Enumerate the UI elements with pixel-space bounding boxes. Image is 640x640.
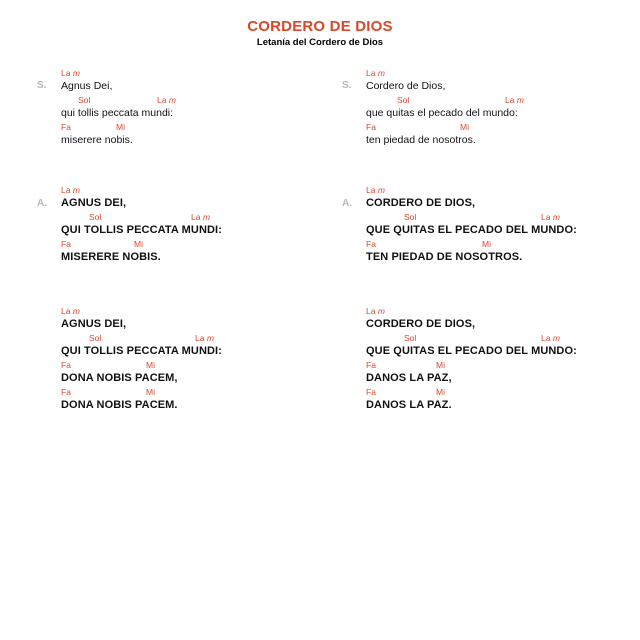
chord-fa: Fa [366, 122, 376, 132]
chord-line [366, 95, 524, 106]
chord-la-m: La m [191, 212, 210, 222]
chord-line [61, 95, 176, 106]
chord-line [61, 387, 222, 398]
chord-line [61, 239, 222, 250]
chord-la-m: La m [157, 95, 176, 105]
lyric-line: que quitas el pecado del mundo: [366, 107, 518, 119]
verse-block-spanish-assembly [342, 185, 577, 266]
lyric-line: QUE QUITAS EL PECADO DEL MUNDO: [366, 345, 577, 357]
chord-fa: Fa [61, 387, 71, 397]
chord-la-m: La m [61, 185, 80, 195]
chord-fa: Fa [366, 360, 376, 370]
role-label: S. [342, 80, 352, 91]
chord-sol: Sol [89, 333, 102, 343]
page-title: CORDERO DE DIOS [247, 18, 393, 35]
role-label: A. [37, 198, 47, 209]
chord-line [366, 68, 518, 79]
lyric-line: MISERERE NOBIS. [61, 251, 161, 263]
chord-line [61, 122, 173, 133]
page-subtitle: Letanía del Cordero de Dios [256, 37, 384, 48]
chord-la-m: La m [366, 185, 385, 195]
chord-mi: Mi [146, 360, 155, 370]
chord-la-m: La m [505, 95, 524, 105]
page-header [0, 18, 640, 48]
chord-la-m: La m [366, 68, 385, 78]
lyric-line: QUI TOLLIS PECCATA MUNDI: [61, 345, 222, 357]
chord-mi: Mi [436, 360, 445, 370]
chord-mi: Mi [134, 239, 143, 249]
chord-mi: Mi [116, 122, 125, 132]
chord-mi: Mi [146, 387, 155, 397]
lyric-line: ten piedad de nosotros. [366, 134, 476, 146]
chord-fa: Fa [366, 387, 376, 397]
chord-line [366, 239, 577, 250]
chord-fa: Fa [61, 239, 71, 249]
chord-line [366, 333, 577, 344]
chord-la-m: La m [541, 333, 560, 343]
chord-line [366, 212, 577, 223]
lyric-line: AGNUS DEI, [61, 318, 127, 330]
lyric-line: AGNUS DEI, [61, 197, 127, 209]
chord-la-m: La m [366, 306, 385, 316]
chord-la-m: La m [541, 212, 560, 222]
verse-block-latin-soloist [37, 68, 176, 149]
lyric-line: QUE QUITAS EL PECADO DEL MUNDO: [366, 224, 577, 236]
verse-block-spanish-soloist [342, 68, 524, 149]
lyric-line: Cordero de Dios, [366, 80, 446, 92]
verse-block-spanish-final [366, 306, 577, 414]
chord-mi: Mi [482, 239, 491, 249]
role-label: S. [37, 80, 47, 91]
chord-fa: Fa [366, 239, 376, 249]
chord-line [366, 360, 577, 371]
chord-sol: Sol [397, 95, 410, 105]
chord-line [61, 333, 222, 344]
chord-line [61, 212, 222, 223]
lyric-line: miserere nobis. [61, 134, 133, 146]
role-label: A. [342, 198, 352, 209]
chord-line [366, 306, 577, 317]
chord-fa: Fa [61, 360, 71, 370]
chord-mi: Mi [460, 122, 469, 132]
chord-line [366, 185, 577, 196]
chord-sol: Sol [404, 333, 417, 343]
chord-line [366, 122, 518, 133]
lyric-line: qui tollis peccata mundi: [61, 107, 174, 119]
lyric-line: Agnus Dei, [61, 80, 113, 92]
chord-sol: Sol [89, 212, 102, 222]
chord-line [61, 306, 222, 317]
chord-la-m: La m [61, 306, 80, 316]
verse-block-latin-final [61, 306, 222, 414]
lyric-line: CORDERO DE DIOS, [366, 318, 476, 330]
chord-la-m: La m [195, 333, 214, 343]
chord-fa: Fa [61, 122, 71, 132]
lyric-line: DANOS LA PAZ, [366, 372, 452, 384]
chord-sol: Sol [404, 212, 417, 222]
chord-line [61, 360, 222, 371]
chord-mi: Mi [436, 387, 445, 397]
chord-line [61, 68, 173, 79]
chord-sol: Sol [78, 95, 91, 105]
lyric-line: TEN PIEDAD DE NOSOTROS. [366, 251, 523, 263]
chord-la-m: La m [61, 68, 80, 78]
lyric-line: CORDERO DE DIOS, [366, 197, 476, 209]
chord-line [61, 185, 222, 196]
lyric-line: DONA NOBIS PACEM. [61, 399, 178, 411]
chord-line [366, 387, 577, 398]
lyric-line: DANOS LA PAZ. [366, 399, 452, 411]
lyric-line: DONA NOBIS PACEM, [61, 372, 178, 384]
verse-block-latin-assembly [37, 185, 222, 266]
lyric-line: QUI TOLLIS PECCATA MUNDI: [61, 224, 222, 236]
